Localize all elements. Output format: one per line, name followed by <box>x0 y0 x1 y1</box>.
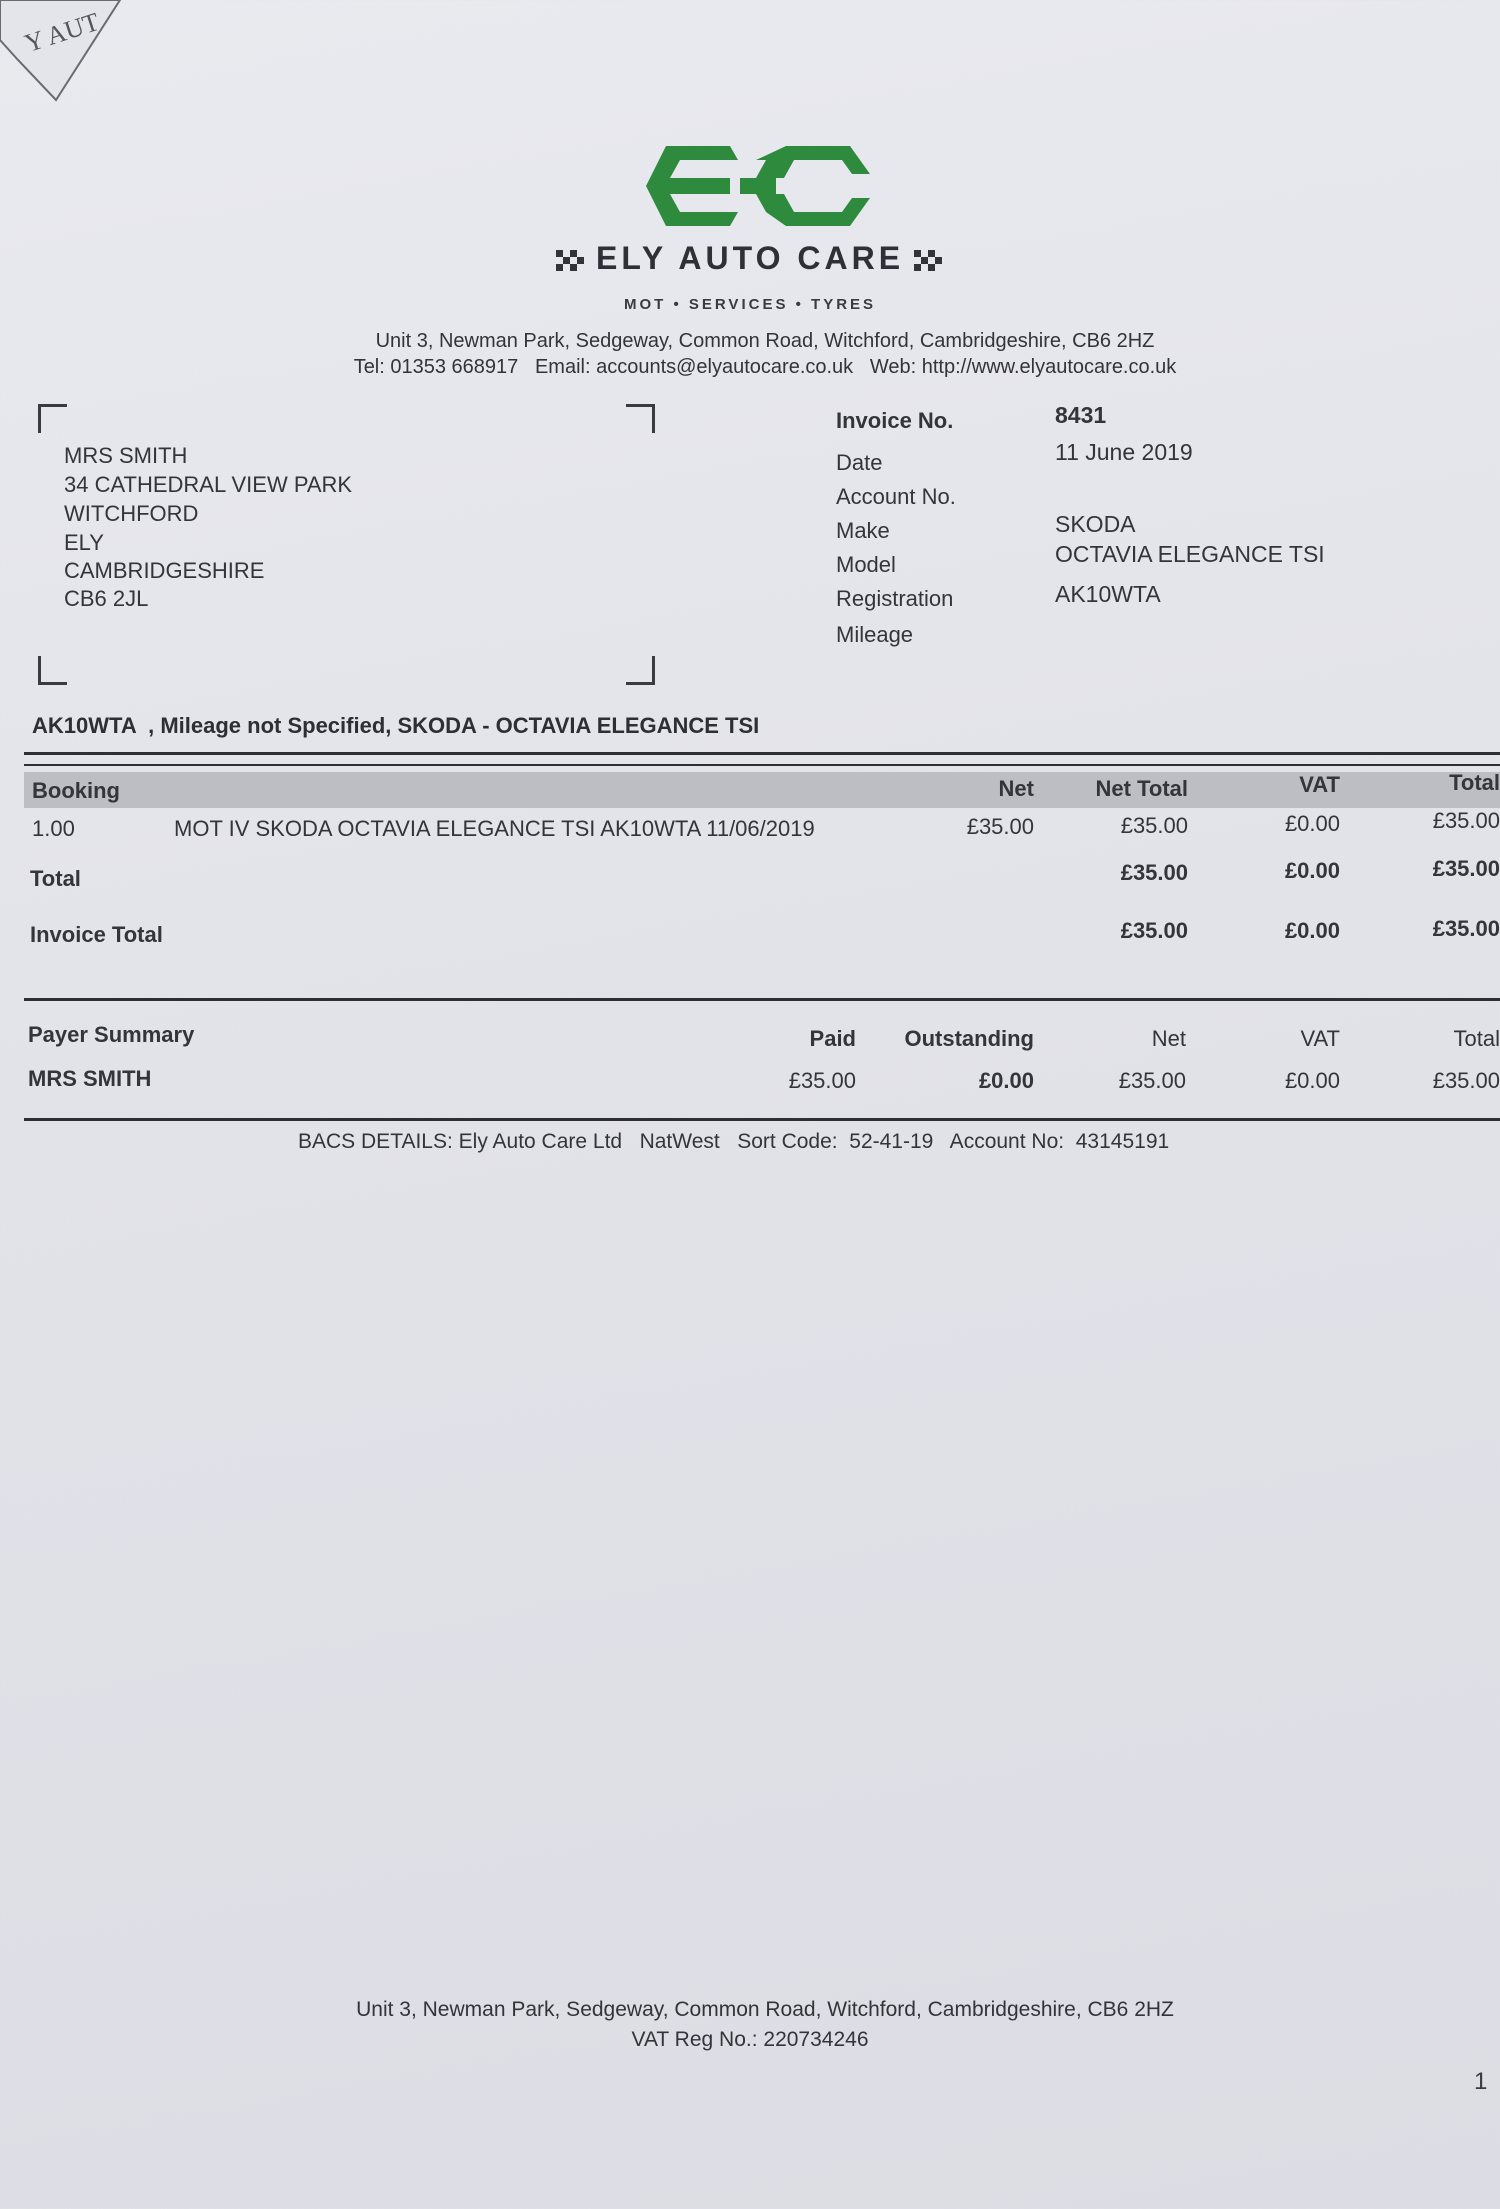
payer-col-vat: VAT <box>1300 1026 1340 1051</box>
vehicle-summary: AK10WTA , Mileage not Specified, SKODA - OCTAVIA ELEGANCE TSI <box>32 713 760 738</box>
invoice-total-net-total: £35.00 <box>1120 918 1188 943</box>
company-address: Unit 3, Newman Park, Sedgeway, Common Road, Witchford, Cambridgeshire, CB6 2HZ <box>375 330 1155 352</box>
window-corner-bottom-left <box>38 656 67 685</box>
model-label: Model <box>836 552 896 577</box>
payer-outstanding: £0.00 <box>978 1068 1034 1093</box>
customer-postcode: CB6 2JL <box>64 586 149 611</box>
window-corner-bottom-right <box>626 656 655 685</box>
row-vat: £0.00 <box>1284 811 1340 836</box>
payer-summary-header: Payer Summary <box>28 1022 195 1047</box>
company-name-text: ELY AUTO CARE <box>595 240 905 276</box>
invoice-no-label: Invoice No. <box>836 408 954 433</box>
customer-name: MRS SMITH <box>64 443 188 468</box>
row-description: MOT IV SKODA OCTAVIA ELEGANCE TSI AK10WTA 11/06/2019 <box>174 816 815 841</box>
customer-address-line: WITCHFORD <box>64 501 199 526</box>
row-net: £35.00 <box>966 814 1034 839</box>
col-header-booking: Booking <box>32 778 120 803</box>
window-corner-top-right <box>626 404 655 433</box>
invoice-total-vat: £0.00 <box>1284 918 1340 943</box>
divider <box>24 1118 1500 1121</box>
stamp-text: Y AUT <box>21 6 103 59</box>
payer-vat: £0.00 <box>1284 1068 1340 1093</box>
invoice-total-total: £35.00 <box>1432 916 1500 941</box>
col-header-vat: VAT <box>1299 772 1340 797</box>
registration-value: AK10WTA <box>1055 581 1161 607</box>
payer-net: £35.00 <box>1118 1068 1186 1093</box>
col-header-total: Total <box>1449 770 1500 795</box>
checkered-flag-icon <box>556 250 586 272</box>
date-label: Date <box>836 450 883 475</box>
footer-address: Unit 3, Newman Park, Sedgeway, Common Road, Witchford, Cambridgeshire, CB6 2HZ <box>356 1998 1174 2021</box>
company-logo <box>638 138 878 238</box>
window-corner-top-left <box>38 404 67 433</box>
stamp-mark <box>0 0 130 110</box>
payer-col-net: Net <box>1151 1026 1186 1051</box>
make-label: Make <box>836 518 890 543</box>
page-number: 1 <box>1474 2068 1488 2095</box>
date-value: 11 June 2019 <box>1055 439 1193 465</box>
model-value: OCTAVIA ELEGANCE TSI <box>1055 541 1325 567</box>
checkered-flag-icon <box>914 250 944 272</box>
payer-name: MRS SMITH <box>28 1066 152 1091</box>
payer-col-total: Total <box>1453 1026 1500 1051</box>
total-net-total: £35.00 <box>1120 860 1188 885</box>
total-label: Total <box>30 866 81 891</box>
invoice-no-value: 8431 <box>1055 402 1107 428</box>
total-total: £35.00 <box>1432 856 1500 881</box>
bacs-details: BACS DETAILS: Ely Auto Care Ltd NatWest Sort Code: 52-41-19 Account No: 43145191 <box>298 1130 1170 1153</box>
customer-address-line: ELY <box>64 530 104 555</box>
row-qty: 1.00 <box>32 816 75 841</box>
account-label: Account No. <box>836 484 956 509</box>
payer-col-paid: Paid <box>809 1026 856 1051</box>
col-header-net: Net <box>998 776 1034 801</box>
make-value: SKODA <box>1055 511 1136 537</box>
total-vat: £0.00 <box>1284 858 1340 883</box>
mileage-label: Mileage <box>836 622 914 647</box>
payer-col-outstanding: Outstanding <box>904 1026 1034 1051</box>
registration-label: Registration <box>836 586 954 611</box>
footer-vat-reg: VAT Reg No.: 220734246 <box>631 2028 869 2051</box>
customer-address-line: CAMBRIDGESHIRE <box>64 558 265 583</box>
divider <box>24 998 1500 1001</box>
payer-total: £35.00 <box>1432 1068 1500 1093</box>
company-contact: Tel: 01353 668917 Email: accounts@elyautocare.co.uk Web: http://www.elyautocare.co.uk <box>353 356 1177 378</box>
payer-paid: £35.00 <box>788 1068 856 1093</box>
customer-address-line: 34 CATHEDRAL VIEW PARK <box>64 472 353 497</box>
company-tagline: MOT • SERVICES • TYRES <box>623 296 877 313</box>
row-net-total: £35.00 <box>1120 813 1188 838</box>
divider <box>24 764 1500 766</box>
divider <box>24 752 1500 755</box>
invoice-total-label: Invoice Total <box>30 922 163 947</box>
company-name <box>0 240 1500 277</box>
col-header-net-total: Net Total <box>1095 776 1188 801</box>
row-total: £35.00 <box>1432 808 1500 833</box>
